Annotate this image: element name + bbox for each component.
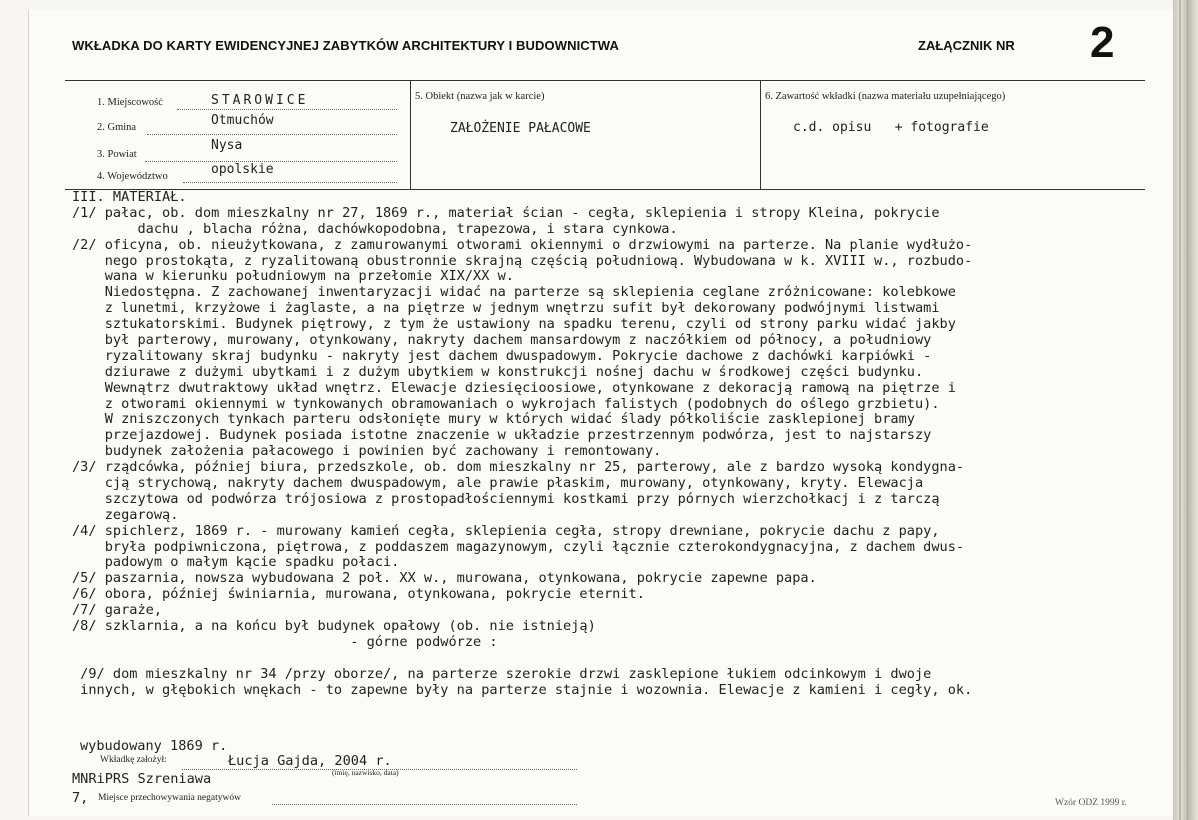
form-title: WKŁADKA DO KARTY EWIDENCYJNEJ ZABYTKÓW ARCHITEKTURY I BUDOWNICTWA	[72, 38, 619, 53]
text-line: /8/ szklarnia, a na końcu był budynek opałowy (ob. nie istnieją)	[72, 619, 596, 635]
text-line: /5/ paszarnia, nowsza wybudowana 2 poł. XX w., murowana, otynkowana, pokrycie zapewne papa.	[72, 571, 817, 587]
text-line: /9/ dom mieszkalny nr 34 /przy oborze/, na parterze szerokie drzwi zasklepione łukiem odcinkowym i dwoje	[72, 666, 932, 682]
commune-label: 2. Gmina	[97, 122, 137, 133]
district-value: Nysa	[211, 138, 243, 153]
text-line: /1/ pałac, ob. dom mieszkalny nr 27, 1869 r., materiał ścian - cegła, sklepienia i stropy Kleina, pokrycie	[72, 205, 940, 221]
text-line: padowym o małym kącie spadku połaci.	[72, 555, 400, 571]
negatives-label: Miejsce przechowywania negatywów	[98, 793, 241, 803]
text-line: dziurawe z dużymi ubytkami i z dużym ubytkiem w konstrukcji nośnej dachu w środkowej części budynku.	[72, 364, 924, 380]
object-label: 5. Obiekt (nazwa jak w karcie)	[415, 91, 545, 102]
contents-value: c.d. opisu + fotografie	[793, 120, 989, 135]
form-header-table	[65, 80, 1145, 190]
text-line: nego prostokąta, z ryzalitowaną obustronnie skrajną częścią południową. Wybudowana w k. XVIII w., rozbudo-	[72, 253, 973, 269]
text-line: budynek założenia pałacowego i powinien być zachowany i remontowany.	[72, 444, 662, 460]
locality-value: STAROWICE	[211, 93, 309, 108]
text-line: /2/ oficyna, ob. nieużytkowana, z zamurowanymi otworami okiennymi o drzwiowymi na parterze. Na planie wydłużo-	[72, 237, 973, 253]
object-value: ZAŁOŻENIE PAŁACOWE	[450, 121, 591, 136]
annex-number: 2	[1090, 18, 1115, 67]
text-line: był parterowy, murowany, otynkowany, nakryty dachem mansardowym z naczółkiem od północy, a południowy	[72, 333, 932, 349]
negatives-number: 7,	[72, 790, 89, 806]
text-line: wana w kierunku południowym na przełomie XIX/XX w.	[72, 269, 514, 285]
text-line: z otworami okiennymi w tynkowanych obramowaniach o wykrojach falistych (podobnych do oślego grzbietu).	[72, 396, 940, 412]
text-line	[72, 651, 1170, 667]
voivodeship-value: opolskie	[211, 162, 274, 177]
author-value: Łucja Gajda, 2004 r.	[228, 753, 392, 769]
text-line: - górne podwórze :	[72, 634, 498, 650]
built-year: wybudowany 1869 r.	[80, 738, 228, 754]
locality-label: 1. Miejscowość	[97, 97, 163, 108]
text-line: szczytowa od podwórza trójosiowa z prostopadłościennymi kostkami przy pórnych wierzchołkacj i z tarczą	[72, 491, 940, 507]
text-line: ryzalitowany skraj budynku - nakryty jest dachem dwuspadowym. Pokrycie dachowe z dachówki karpiówki -	[72, 348, 932, 364]
text-line: III. MATERIAŁ.	[72, 190, 187, 205]
author-label: Wkładkę założył:	[100, 755, 167, 765]
text-line: przejazdowej. Budynek posiada istotne znaczenie w układzie przestrzennym podwórza, jest to najstarszy	[72, 428, 932, 444]
text-line: /7/ garaże,	[72, 603, 163, 619]
text-line: innych, w głębokich wnękach - to zapewne były na parterze stajnie i wozownia. Elewacje z kamieni i cegły, ok.	[72, 682, 973, 698]
annex-label: ZAŁĄCZNIK NR	[918, 38, 1015, 53]
voivodeship-label: 4. Województwo	[97, 171, 168, 182]
text-line: sztukatorskimi. Budynek piętrowy, z tym że ustawiony na spadku terenu, czyli od strony parku widać jakby	[72, 317, 956, 333]
contents-label: 6. Zawartość wkładki (nazwa materiału uzupełniającego)	[765, 91, 1006, 102]
template-note: Wzór ODZ 1999 r.	[1055, 798, 1127, 808]
text-line: /3/ rządcówka, później biura, przedszkole, ob. dom mieszkalny nr 25, parterowy, ale z bardzo wysoką kondygna-	[72, 460, 965, 476]
text-line: W zniszczonych tynkach parteru odsłonięte mury w których widać ślady półkoliście zasklepionej bramy	[72, 412, 915, 428]
author-hint: (imię, nazwisko, data)	[332, 768, 399, 777]
text-line: dachu , blacha różna, dachówkopodobna, trapezowa, i stara cynkowa.	[72, 221, 678, 237]
text-line: Niedostępna. Z zachowanej inwentaryzacji widać na parterze są sklepienia ceglane zróżnicowane: kolebkowe	[72, 285, 956, 301]
text-line: /6/ obora, później świniarnia, murowana, otynkowana, pokrycie eternit.	[72, 587, 645, 603]
district-label: 3. Powiat	[97, 149, 137, 160]
commune-value: Otmuchów	[211, 113, 274, 128]
description-text	[72, 190, 1170, 699]
text-line: cją strychową, nakryty dachem dwuspadowym, ale prawie płaskim, murowany, otynkowany, kryty. Elewacja	[72, 476, 924, 492]
text-line: Wewnątrz dwutraktowy układ wnętrz. Elewacje dziesięcioosiowe, otynkowane z dekoracją ramową na piętrze i	[72, 380, 956, 396]
text-line: /4/ spichlerz, 1869 r. - murowany kamień cegła, sklepienia cegła, stropy drewniane, pokrycie dachu z papy,	[72, 523, 940, 539]
text-line: bryła podpiwniczona, piętrowa, z poddaszem magazynowym, czyli łącznie czterokondygnacyjna, z dachem dwus-	[72, 539, 965, 555]
text-line: zegarową.	[72, 507, 179, 523]
scan-edge	[1173, 0, 1198, 820]
text-line: z lunetmi, krzyżowe i żaglaste, a na piętrze w jednym wnętrzu sufit był dekorowany podwójnymi listwami	[72, 301, 940, 317]
institution: MNRiPRS Szreniawa	[72, 771, 212, 787]
